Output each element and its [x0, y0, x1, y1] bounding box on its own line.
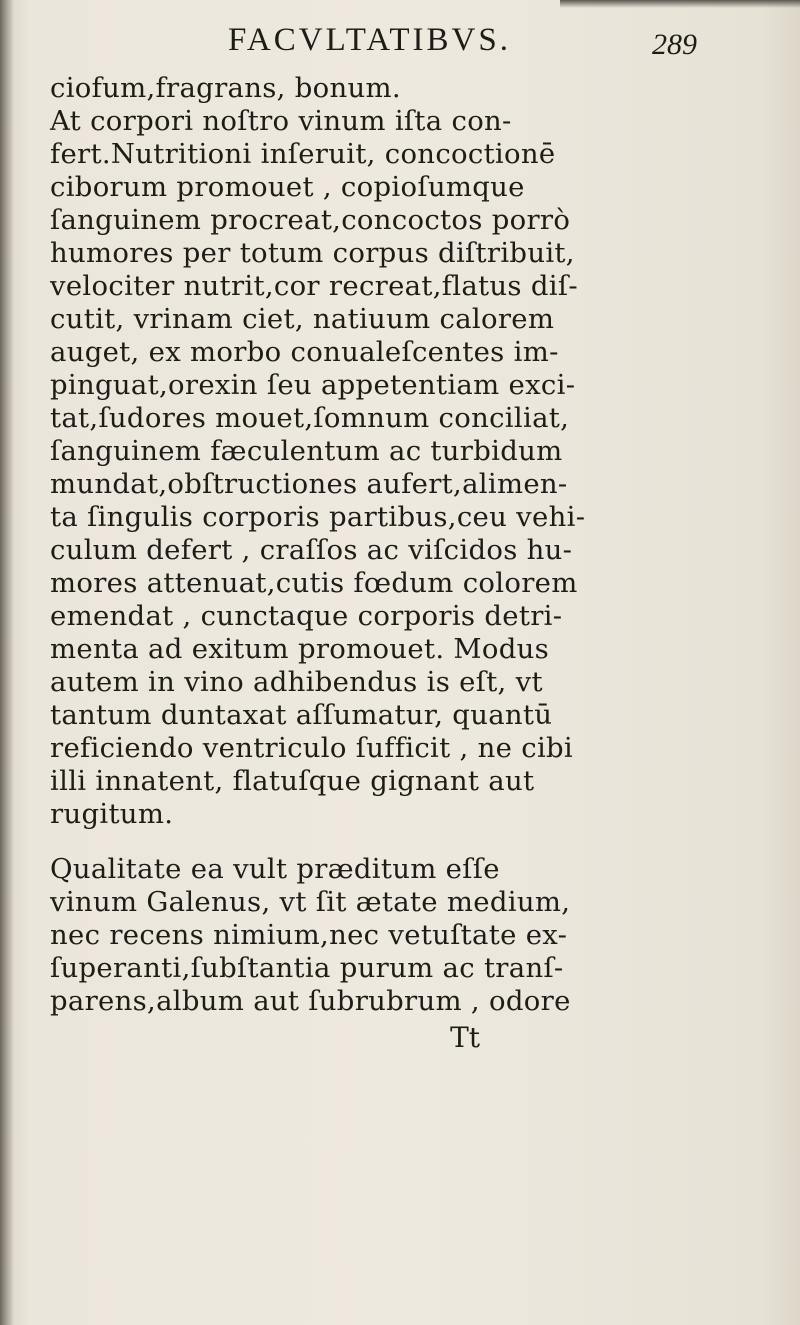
text-line: cutit, vrinam ciet, natiuum calorem — [50, 303, 555, 335]
text-line: ciborum promouet , copioſumque — [50, 171, 525, 203]
body-text — [50, 72, 780, 1058]
text-line: ſuperanti,ſubſtantia purum ac tranſ- — [50, 952, 564, 984]
page-gutter-shadow — [0, 0, 14, 1325]
paragraph-2 — [50, 853, 780, 1018]
text-line: tantum duntaxat aſſumatur, quantū — [50, 699, 553, 731]
text-line: vinum Galenus, vt ſit ætate medium, — [50, 886, 571, 918]
paragraph-gap — [50, 831, 780, 853]
page-number: 289 — [652, 28, 697, 61]
running-head-title: FACVLTATIBVS. — [228, 22, 511, 58]
text-line: At corpori noſtro vinum iſta con- — [50, 105, 512, 137]
text-line: tat,ſudores mouet,ſomnum conciliat, — [50, 402, 570, 434]
text-line: ta ſingulis corporis partibus,ceu vehi- — [50, 501, 586, 533]
text-line: pinguat,orexin ſeu appetentiam exci- — [50, 369, 576, 401]
text-line: ſanguinem fæculentum ac turbidum — [50, 435, 563, 467]
text-line: culum defert , craſſos ac viſcidos hu- — [50, 534, 573, 566]
text-line: mundat,obſtructiones aufert,alimen- — [50, 468, 568, 500]
text-line: ciofum,fragrans, bonum. — [50, 72, 401, 104]
text-line: reficiendo ventriculo ſufficit , ne cibi — [50, 732, 574, 764]
running-head — [0, 18, 800, 68]
text-line: rugitum. — [50, 798, 174, 830]
text-line: autem in vino adhibendus is eſt, vt — [50, 666, 543, 698]
text-line: mores attenuat,cutis fœdum colorem — [50, 567, 578, 599]
paragraph-1 — [50, 72, 780, 831]
text-line: emendat , cunctaque corporis detri- — [50, 600, 563, 632]
catchword: Tt — [450, 1021, 480, 1054]
text-line: auget, ex morbo conualeſcentes im- — [50, 336, 559, 368]
text-line: illi innatent, flatuſque gignant aut — [50, 765, 535, 797]
text-line: menta ad exitum promouet. Modus — [50, 633, 550, 665]
text-line: humores per totum corpus diſtribuit, — [50, 237, 575, 269]
text-line: ſanguinem procreat,concoctos porrò — [50, 204, 571, 236]
page-top-edge-shadow — [560, 0, 800, 8]
text-line: fert.Nutritioni inſeruit, concoctionē — [50, 138, 556, 170]
text-line: velociter nutrit,cor recreat,flatus diſ- — [50, 270, 578, 302]
text-line: Qualitate ea vult præditum eſſe — [50, 853, 500, 885]
text-line: nec recens nimium,nec vetuſtate ex- — [50, 919, 568, 951]
text-line: parens,album aut ſubrubrum , odore — [50, 985, 571, 1017]
